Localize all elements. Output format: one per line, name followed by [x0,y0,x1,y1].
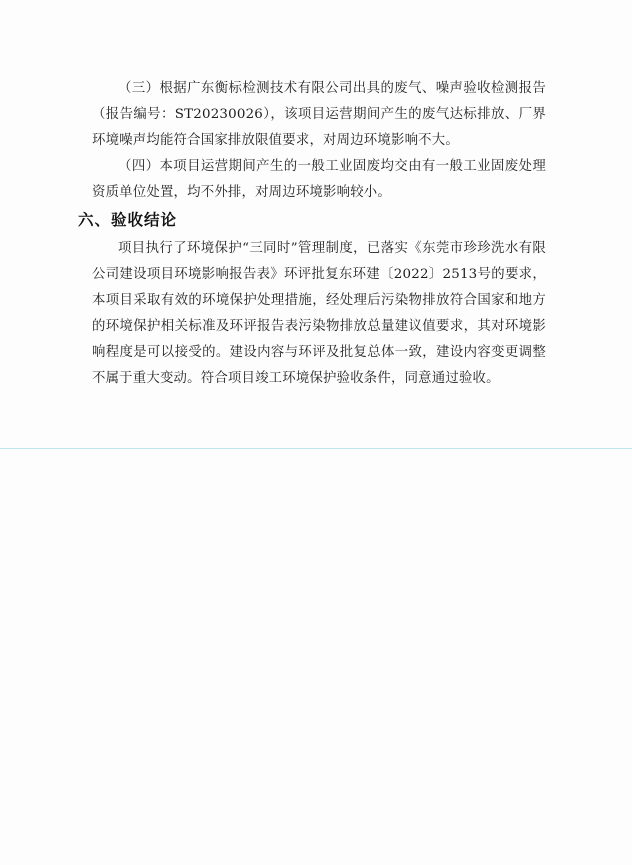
paragraph-conclusion-text: 项目执行了环境保护“三同时”管理制度，已落实《东莞市珍珍洗水有限公司建设项目环境影响报告表》环评批复东环建〔2022〕2513号的要求，本项目采取有效的环境保护处理措施，经处理后污染物排放符合国家和地方的环境保护相关标准及环评报告表污染物排放总量建议值要求，其对环境影响程度是可以接受的。建设内容与环评及批复总体一致，建设内容变更调整不属于重大变动。符合项目竣工环境保护验收条件，同意通过验收。 [92,241,546,386]
paragraph-section-4-text: （四）本项目运营期间产生的一般工业固废均交由有一般工业固废处理资质单位处置，均不外排，对周边环境影响较小。 [92,159,546,200]
page-divider-line [0,448,632,449]
paragraph-conclusion [92,236,546,392]
paragraph-section-3-text: （三）根据广东衡标检测技术有限公司出具的废气、噪声验收检测报告（报告编号：ST20230026），该项目运营期间产生的废气达标排放、厂界环境噪声均能符合国家排放限值要求，对周边环境影响不大。 [92,81,546,148]
paragraph-section-3 [92,76,546,154]
paragraph-section-4 [92,154,546,206]
section-heading-acceptance-conclusion: 六、验收结论 [78,211,178,229]
